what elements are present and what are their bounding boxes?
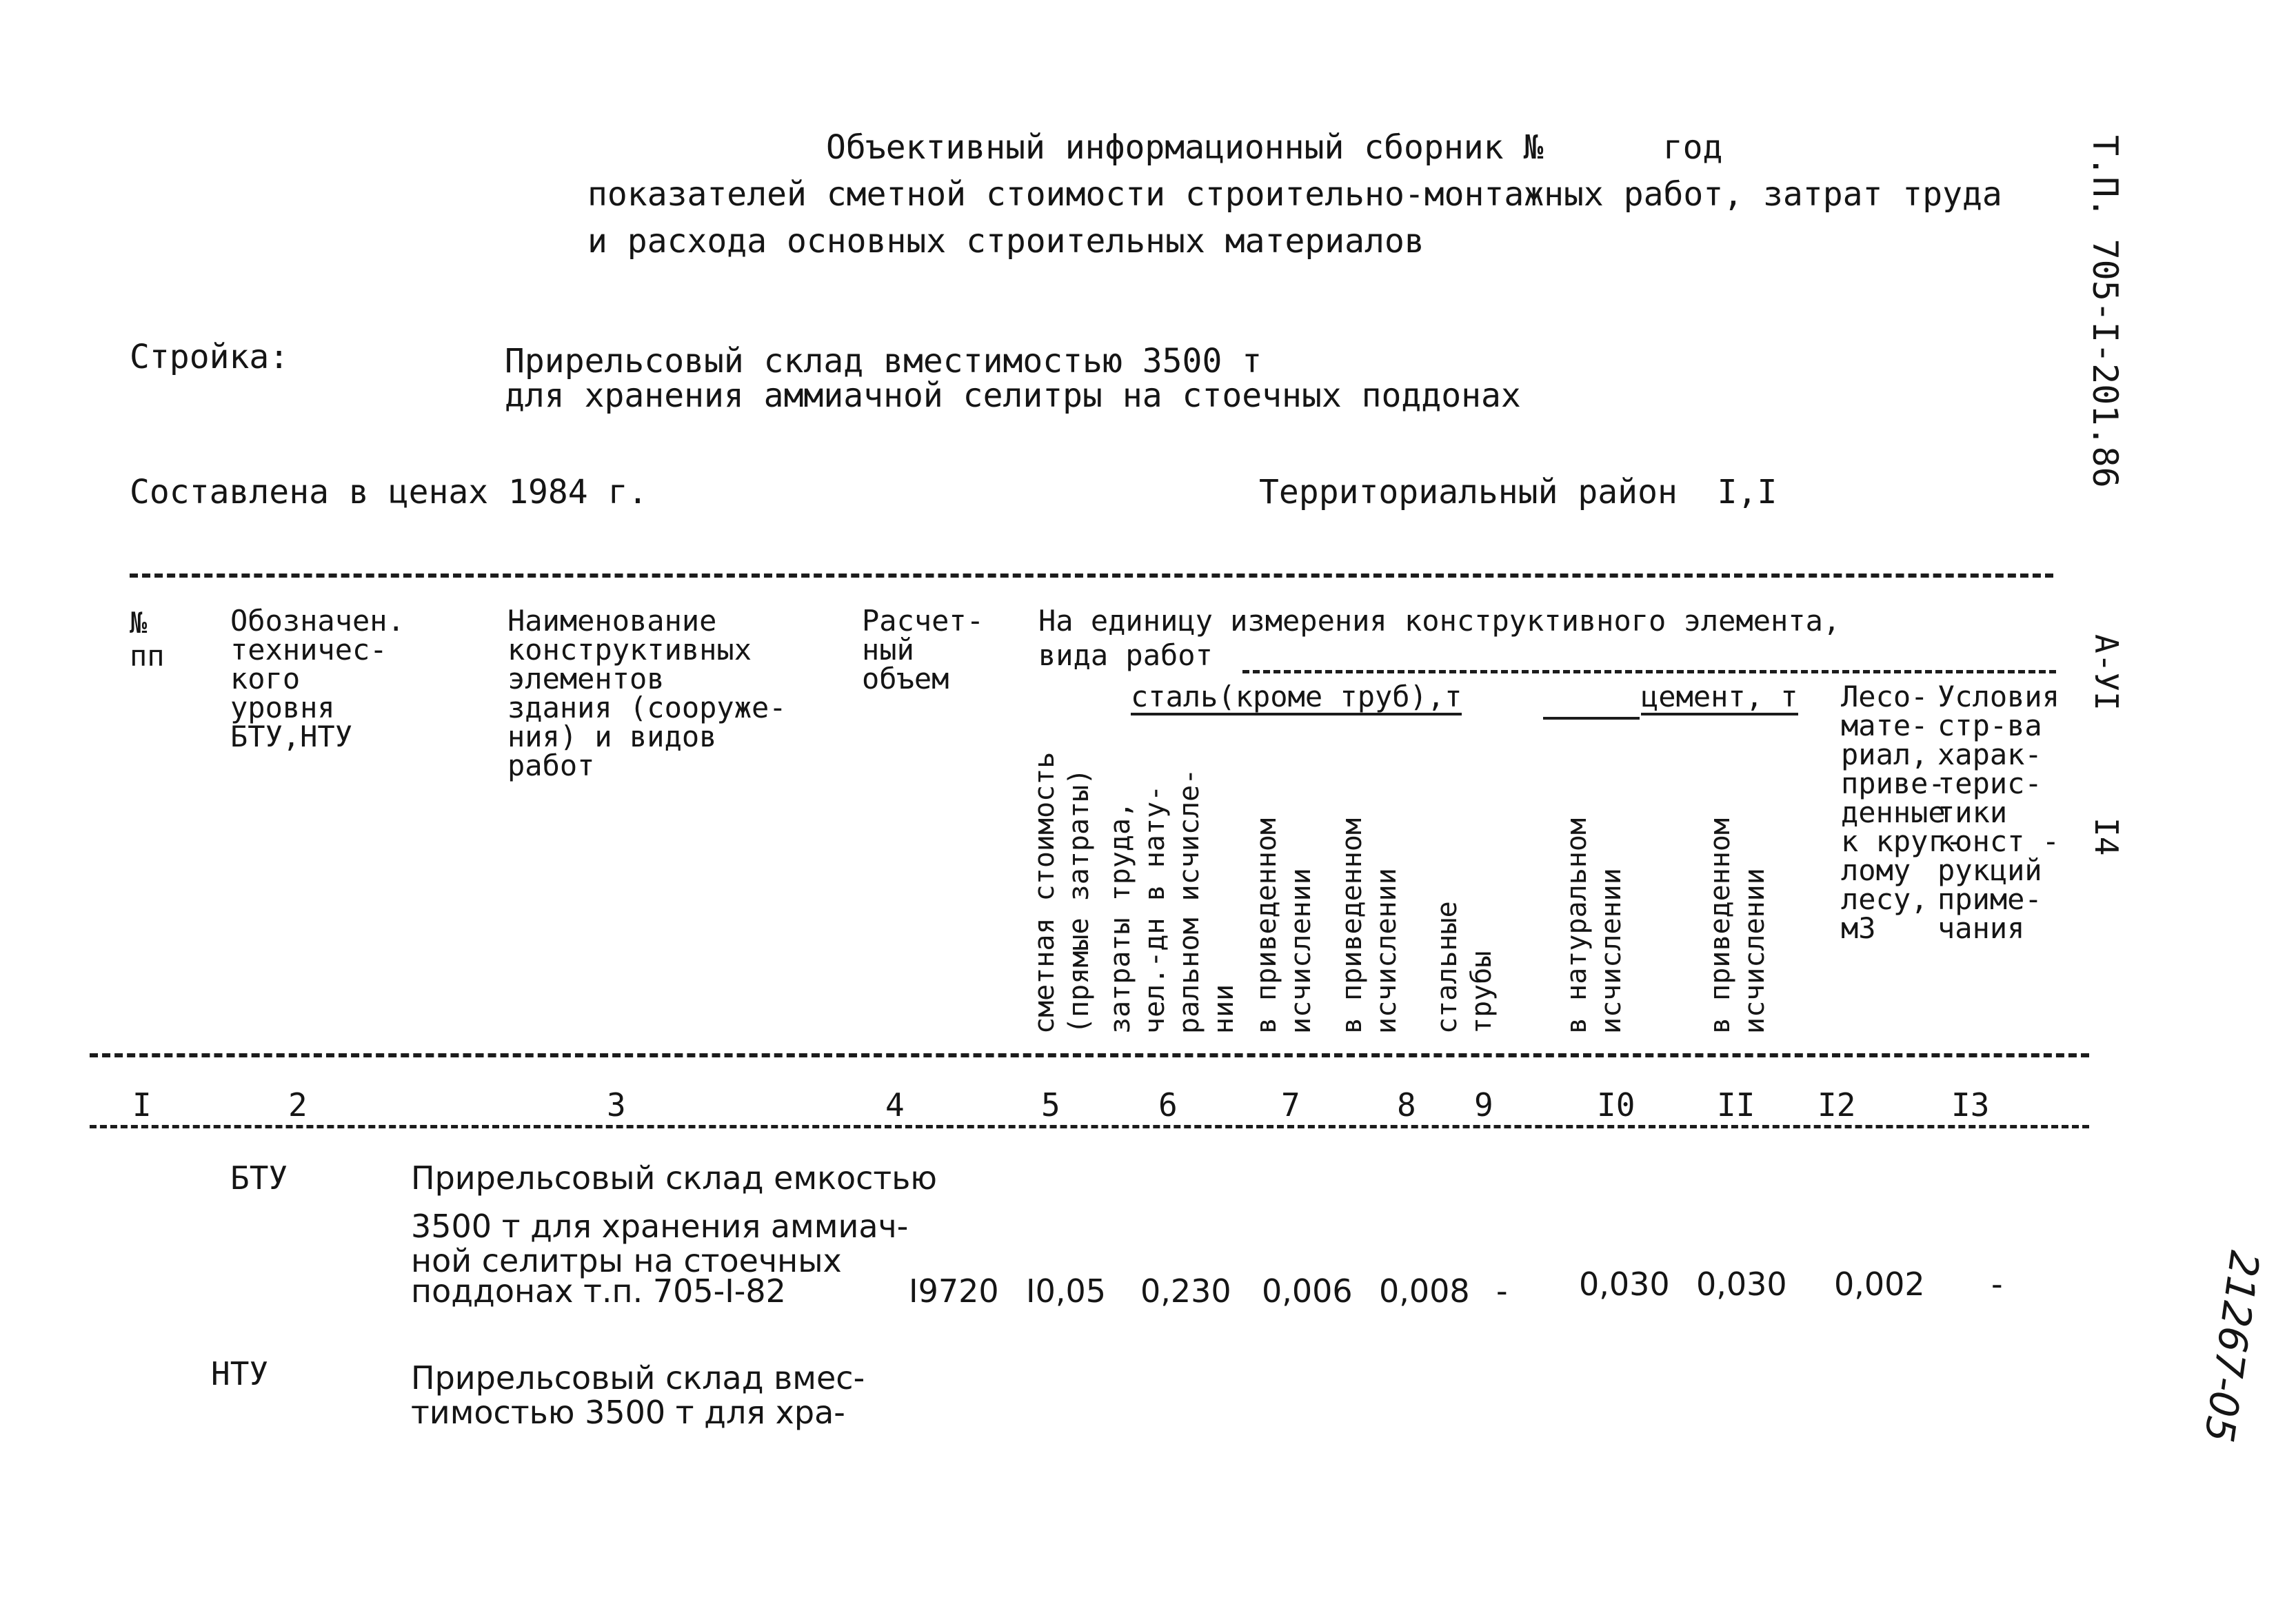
cement-group-line	[1543, 717, 1640, 720]
colnum-11: II	[1717, 1086, 1755, 1124]
row-name-2: тимостью 3500 т для хра-	[411, 1394, 845, 1431]
construction-name-1: Прирельсовый склад вместимостью 3500 т	[505, 342, 1262, 380]
col13-header: Условия стр-ва харак- терис- тики конст - рукций приме- чания	[1937, 680, 2060, 945]
cell-steel-reduced-1: 0,006	[1262, 1272, 1353, 1310]
construction-label: Стройка:	[130, 338, 290, 376]
table-top-rule	[130, 573, 2053, 578]
cell-steel-pipes: -	[1496, 1272, 1508, 1310]
cell-steel-reduced-2: 0,008	[1379, 1272, 1470, 1310]
cell-cement-reduced: 0,030	[1696, 1266, 1787, 1303]
colnum-6: 6	[1158, 1086, 1178, 1124]
colnum-rule	[90, 1125, 2089, 1128]
header-line-2: показателей сметной стоимости строительно-монтажных работ, затрат труда	[587, 175, 2002, 214]
colnum-1: I	[132, 1086, 152, 1124]
region-label: Территориальный район I,I	[1259, 473, 1778, 511]
header-bottom-rule	[90, 1053, 2089, 1057]
row-level: НТУ	[211, 1355, 269, 1392]
row-name-4: поддонах т.п. 705-I-82	[411, 1272, 786, 1310]
col9-header: стальные трубы	[1431, 901, 1498, 1034]
colnum-12: I2	[1817, 1086, 1856, 1124]
cell-labor: 0,230	[1140, 1272, 1231, 1310]
col12-header: Лесо- мате- риал, приве- денные к круг- лому лесу, м3	[1841, 680, 1964, 945]
handwritten-number: 21267-05	[2195, 1248, 2268, 1445]
construction-name-2: для хранения аммиачной селитры на стоечных поддонах	[505, 376, 1521, 415]
col3-header: Наименование конструктивных элементов здания (сооруже- ния) и видов работ	[507, 604, 787, 782]
colnum-5: 5	[1041, 1086, 1060, 1124]
col1-header: № пп	[130, 606, 165, 673]
row-name-1: Прирельсовый склад вмес-	[411, 1359, 865, 1397]
col7-header: в приведенном исчислении	[1251, 818, 1317, 1034]
prices-label: Составлена в ценах 1984 г.	[130, 473, 648, 511]
col10-header: в натуральном исчислении	[1561, 818, 1627, 1034]
colnum-9: 9	[1474, 1086, 1493, 1124]
col5-header: сметная стоимость (прямые затраты)	[1029, 751, 1095, 1034]
span-title-rule	[1242, 670, 2056, 673]
colnum-8: 8	[1397, 1086, 1416, 1124]
cell-cement-natural: 0,030	[1579, 1266, 1670, 1303]
header-line-1: Объективный информационный сборник № год	[826, 128, 1723, 167]
row-name-2: 3500 т для хранения аммиач-	[411, 1208, 909, 1245]
cell-timber: 0,002	[1834, 1266, 1925, 1303]
span-title-2: вида работ	[1038, 638, 1213, 672]
colnum-3: 3	[607, 1086, 626, 1124]
header-line-3: и расхода основных строительных материалов	[587, 222, 1424, 261]
col6-header: затраты труда, чел.-дн в нату- ральном исчисле- нии	[1105, 768, 1240, 1034]
span-title-1: На единицу измерения конструктивного элемента,	[1038, 604, 1841, 638]
cell-cost: I0,05	[1026, 1272, 1106, 1310]
row-name-3: ной селитры на стоечных	[411, 1242, 842, 1279]
side-page: I4	[2088, 818, 2125, 856]
colnum-13: I3	[1951, 1086, 1990, 1124]
row-name-1: Прирельсовый склад емкостью	[411, 1159, 938, 1197]
col8-header: в приведенном исчислении	[1336, 818, 1402, 1034]
steel-group-label: сталь(кроме труб),т	[1131, 682, 1462, 715]
col4-header: Расчет- ный объем	[862, 604, 985, 696]
cement-group-label: цемент, т	[1641, 682, 1798, 715]
side-album: А-УI	[2088, 634, 2125, 711]
cell-conditions: -	[1991, 1266, 2003, 1303]
side-code: Т.П. 705-I-201.86	[2085, 135, 2125, 488]
cell-volume: I9720	[909, 1272, 999, 1310]
colnum-2: 2	[288, 1086, 308, 1124]
colnum-10: I0	[1597, 1086, 1635, 1124]
colnum-4: 4	[885, 1086, 905, 1124]
colnum-7: 7	[1281, 1086, 1300, 1124]
col11-header: в приведенном исчислении	[1704, 818, 1771, 1034]
row-level: БТУ	[230, 1159, 288, 1197]
col2-header: Обозначен. техничес- кого уровня БТУ,НТУ	[230, 604, 405, 753]
